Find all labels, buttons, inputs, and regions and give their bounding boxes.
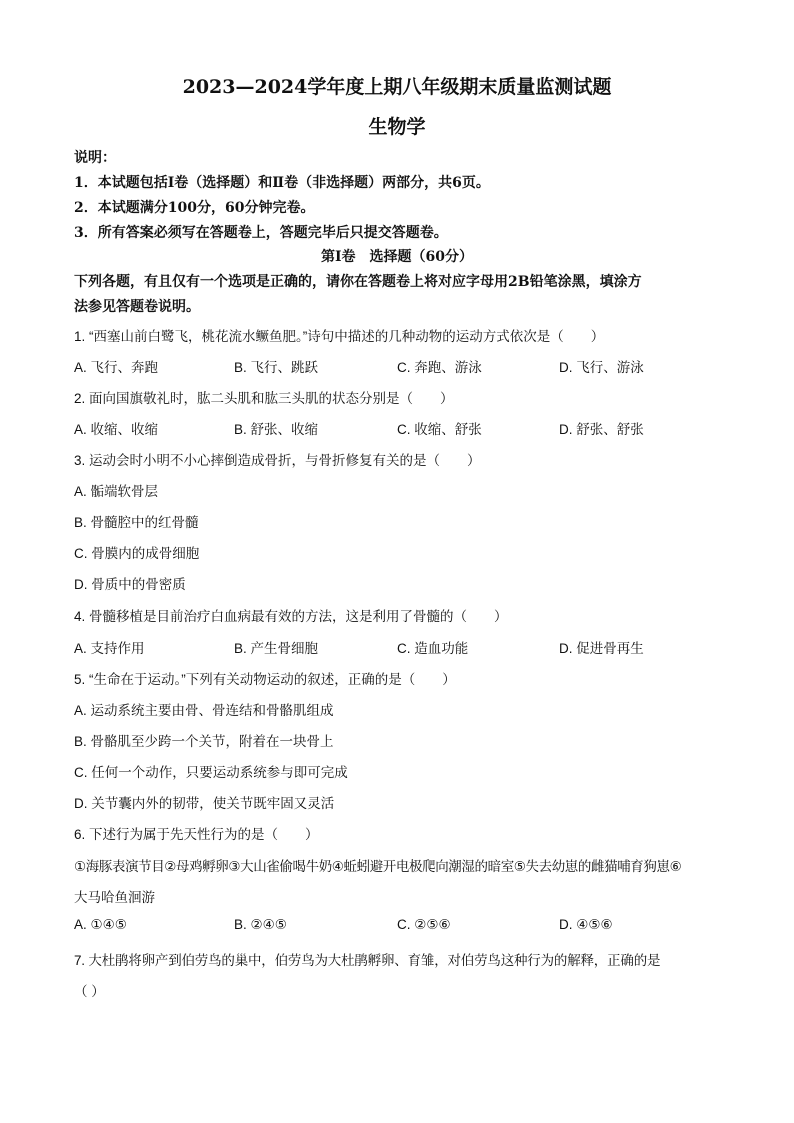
question-2-option-c: C. 收缩、舒张	[397, 422, 482, 437]
section-directions-line2: 法参见答题卷说明。	[74, 299, 200, 315]
question-5-stem: 5. “生命在于运动。”下列有关动物运动的叙述，正确的是（ ）	[74, 672, 456, 687]
question-6-option-c: C. ②⑤⑥	[397, 917, 451, 932]
question-6-detail-line1: ①海豚表演节目②母鸡孵卵③大山雀偷喝牛奶④蚯蚓避开电极爬向潮湿的暗室⑤失去幼崽的雌猫哺育狗崽⑥	[74, 859, 682, 874]
question-5-option-a: A. 运动系统主要由骨、骨连结和骨骼肌组成	[74, 703, 334, 718]
question-3-option-c: C. 骨膜内的成骨细胞	[74, 546, 200, 561]
exam-title: 2023—2024学年度上期八年级期末质量监测试题	[182, 76, 612, 98]
question-1-option-b: B. 飞行、跳跃	[234, 360, 319, 375]
question-4-option-b: B. 产生骨细胞	[234, 641, 319, 656]
question-6-detail-line2: 大马哈鱼洄游	[74, 890, 155, 905]
question-4-stem: 4. 骨髓移植是目前治疗白血病最有效的方法，这是利用了骨髓的（ ）	[74, 609, 508, 624]
question-2-option-b: B. 舒张、收缩	[234, 422, 319, 437]
instructions-heading: 说明：	[74, 150, 116, 166]
question-1-stem: 1. “西塞山前白鹭飞，桃花流水鳜鱼肥。”诗句中描述的几种动物的运动方式依次是（ ）	[74, 329, 605, 344]
question-6-options	[74, 917, 734, 937]
question-4-option-d: D. 促进骨再生	[559, 641, 644, 656]
question-4-options	[74, 637, 734, 657]
question-7-stem-cont: （ ）	[74, 984, 105, 999]
question-3-stem: 3. 运动会时小明不小心摔倒造成骨折，与骨折修复有关的是（ ）	[74, 453, 481, 468]
question-2-stem: 2. 面向国旗敬礼时，肱二头肌和肱三头肌的状态分别是（ ）	[74, 391, 454, 406]
question-3-option-d: D. 骨质中的骨密质	[74, 577, 186, 592]
question-3-option-b: B. 骨髓腔中的红骨髓	[74, 515, 199, 530]
exam-subject: 生物学	[368, 116, 426, 138]
question-2-options	[74, 418, 734, 438]
question-5-option-d: D. 关节囊内外的韧带，使关节既牢固又灵活	[74, 796, 335, 811]
question-6-option-a: A. ①④⑤	[74, 917, 127, 932]
question-7-stem: 7. 大杜鹃将卵产到伯劳鸟的巢中，伯劳鸟为大杜鹃孵卵、育雏，对伯劳鸟这种行为的解释，正确的是	[74, 953, 661, 968]
question-5-option-c: C. 任何一个动作，只要运动系统参与即可完成	[74, 765, 348, 780]
question-1-option-d: D. 飞行、游泳	[559, 360, 644, 375]
instruction-item-2: 2．本试题满分100分，60分钟完卷。	[74, 200, 315, 216]
question-2-option-a: A. 收缩、收缩	[74, 422, 159, 437]
question-6-option-d: D. ④⑤⑥	[559, 917, 613, 932]
instruction-item-3: 3．所有答案必须写在答题卷上，答题完毕后只提交答题卷。	[74, 225, 448, 241]
section-directions-line1: 下列各题，有且仅有一个选项是正确的，请你在答题卷上将对应字母用2B铅笔涂黑，填涂方	[74, 274, 642, 290]
section-heading: 第Ⅰ卷 选择题（60分）	[320, 249, 474, 265]
question-1-options	[74, 356, 734, 376]
question-2-option-d: D. 舒张、舒张	[559, 422, 644, 437]
question-1-option-c: C. 奔跑、游泳	[397, 360, 482, 375]
question-5-option-b: B. 骨骼肌至少跨一个关节，附着在一块骨上	[74, 734, 334, 749]
question-3-option-a: A. 骺端软骨层	[74, 484, 159, 499]
question-4-option-c: C. 造血功能	[397, 641, 469, 656]
question-6-option-b: B. ②④⑤	[234, 917, 287, 932]
question-1-option-a: A. 飞行、奔跑	[74, 360, 159, 375]
question-6-stem: 6. 下述行为属于先天性行为的是（ ）	[74, 827, 319, 842]
instruction-item-1: 1．本试题包括Ⅰ卷（选择题）和Ⅱ卷（非选择题）两部分，共6页。	[74, 175, 490, 191]
question-4-option-a: A. 支持作用	[74, 641, 145, 656]
